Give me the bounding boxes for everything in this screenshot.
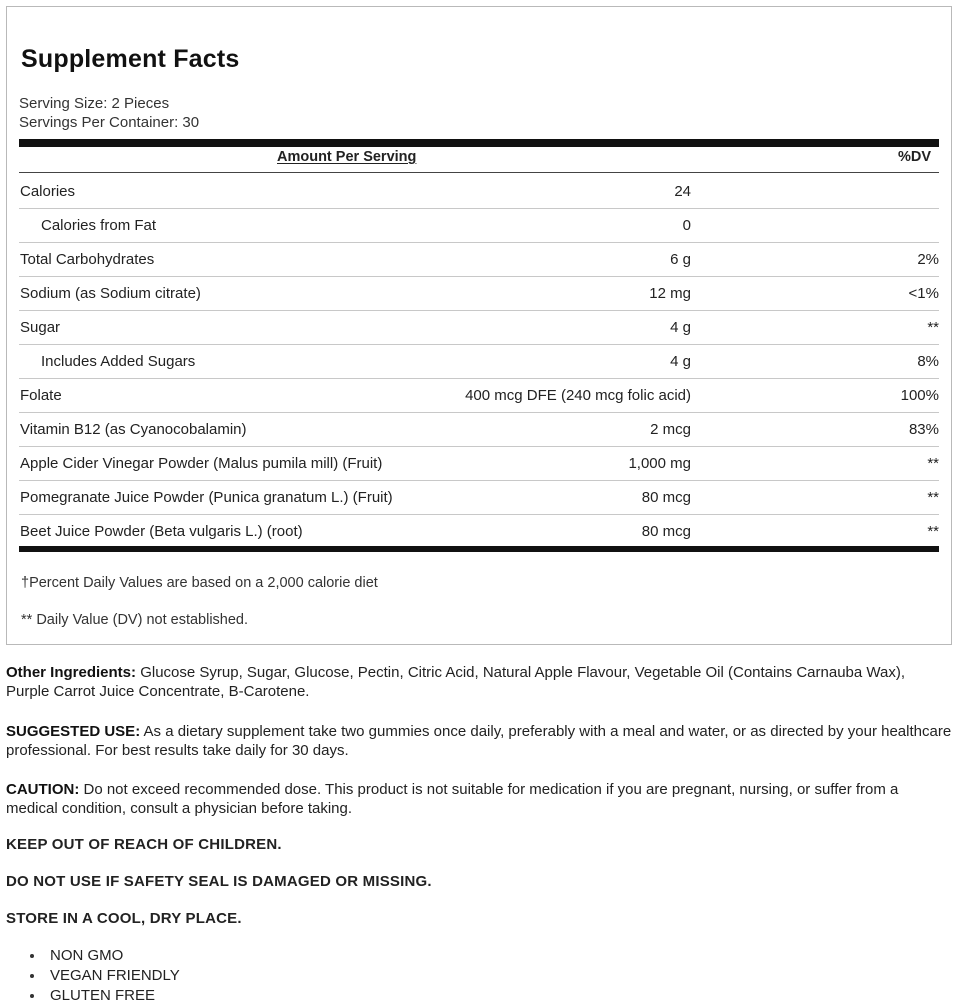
caution-label: CAUTION:: [6, 781, 80, 798]
servings-per-container: Servings Per Container: 30: [19, 114, 200, 131]
nutrient-name: Includes Added Sugars: [41, 353, 196, 370]
facts-title: Supplement Facts: [21, 45, 240, 73]
nutrient-amount: 2 mcg: [650, 421, 691, 438]
table-row: [19, 277, 939, 311]
nutrient-name: Sodium (as Sodium citrate): [20, 285, 201, 302]
supplement-facts-panel: [6, 6, 952, 645]
nutrient-name: Apple Cider Vinegar Powder (Malus pumila mill) (Fruit): [20, 455, 383, 472]
table-row: [19, 345, 939, 379]
serving-size: Serving Size: 2 Pieces: [19, 95, 170, 112]
bullet-icon: [30, 954, 34, 958]
suggested-use-text: As a dietary supplement take two gummies once daily, preferably with a meal and water, or as directed by your healthcare professional. For best results take daily for 30 days.: [6, 723, 952, 759]
nutrient-amount: 80 mcg: [641, 523, 691, 540]
nutrient-name: Calories from Fat: [41, 217, 157, 234]
feature-label: GLUTEN FREE: [50, 987, 156, 1004]
nutrient-dv: 83%: [908, 421, 939, 438]
table-row: [19, 413, 939, 447]
nutrient-dv: 2%: [917, 251, 939, 268]
table-row: [19, 311, 939, 345]
nutrient-name: Sugar: [20, 319, 61, 336]
table-row: [19, 515, 939, 548]
other-ingredients: [6, 663, 952, 701]
table-row: [19, 175, 939, 209]
table-row: [19, 481, 939, 515]
nutrient-dv: 100%: [900, 387, 939, 404]
bullet-icon: [30, 974, 34, 978]
feature-label: VEGAN FRIENDLY: [50, 967, 180, 984]
nutrient-name: Pomegranate Juice Powder (Punica granatum L.) (Fruit): [20, 489, 393, 506]
nutrient-amount: 80 mcg: [641, 489, 691, 506]
suggested-use-label: SUGGESTED USE:: [6, 723, 141, 740]
nutrient-amount: 4 g: [670, 319, 691, 336]
nutrient-amount: 24: [674, 183, 691, 200]
feature-list: [6, 946, 180, 1006]
other-ingredients-label: Other Ingredients:: [6, 664, 137, 681]
nutrient-name: Total Carbohydrates: [20, 251, 155, 268]
nutrient-dv: 8%: [917, 353, 939, 370]
caution-text: Do not exceed recommended dose. This product is not suitable for medication if you are pregnant, nursing, or suffer from a medical condition, consult a physician before taking.: [6, 781, 899, 817]
list-item: [6, 986, 180, 1006]
nutrient-name: Vitamin B12 (as Cyanocobalamin): [20, 421, 247, 438]
nutrient-name: Folate: [20, 387, 62, 404]
nutrient-name: Calories: [20, 183, 76, 200]
thick-divider-top: [19, 139, 939, 147]
table-row: [19, 379, 939, 413]
nutrient-amount: 4 g: [670, 353, 691, 370]
nutrient-name: Beet Juice Powder (Beta vulgaris L.) (root): [20, 523, 303, 540]
nutrient-amount: 400 mcg DFE (240 mcg folic acid): [465, 387, 691, 404]
nutrient-dv: **: [927, 523, 939, 540]
footnote-dv-not-established: ** Daily Value (DV) not established.: [21, 612, 249, 628]
amount-per-serving-header: Amount Per Serving: [277, 149, 417, 165]
warning-storage: STORE IN A COOL, DRY PLACE.: [6, 910, 242, 927]
header-divider: [19, 172, 939, 173]
nutrient-dv: **: [927, 455, 939, 472]
list-item: [6, 946, 180, 966]
thick-divider-bottom: [19, 546, 939, 552]
bullet-icon: [30, 994, 34, 998]
caution: [6, 780, 952, 818]
other-ingredients-text: Glucose Syrup, Sugar, Glucose, Pectin, Citric Acid, Natural Apple Flavour, Vegetable Oil (Contains Carnauba Wax), Purple Carrot Juice Concentrate, B-Carotene.: [6, 664, 906, 700]
feature-label: NON GMO: [50, 947, 124, 964]
table-row: [19, 209, 939, 243]
facts-table: [19, 175, 939, 548]
nutrient-dv: **: [927, 489, 939, 506]
nutrient-amount: 0: [682, 217, 691, 234]
list-item: [6, 966, 180, 986]
nutrient-dv: **: [927, 319, 939, 336]
nutrient-dv: <1%: [908, 285, 939, 302]
table-row: [19, 243, 939, 277]
footnote-percent-dv: †Percent Daily Values are based on a 2,000 calorie diet: [21, 575, 378, 591]
nutrient-amount: 6 g: [670, 251, 691, 268]
warning-keep-out-of-reach: KEEP OUT OF REACH OF CHILDREN.: [6, 836, 282, 853]
dv-header: %DV: [897, 149, 931, 165]
suggested-use: [6, 722, 952, 760]
nutrient-amount: 1,000 mg: [628, 455, 691, 472]
warning-safety-seal: DO NOT USE IF SAFETY SEAL IS DAMAGED OR MISSING.: [6, 873, 432, 890]
nutrient-amount: 12 mg: [649, 285, 691, 302]
table-row: [19, 447, 939, 481]
